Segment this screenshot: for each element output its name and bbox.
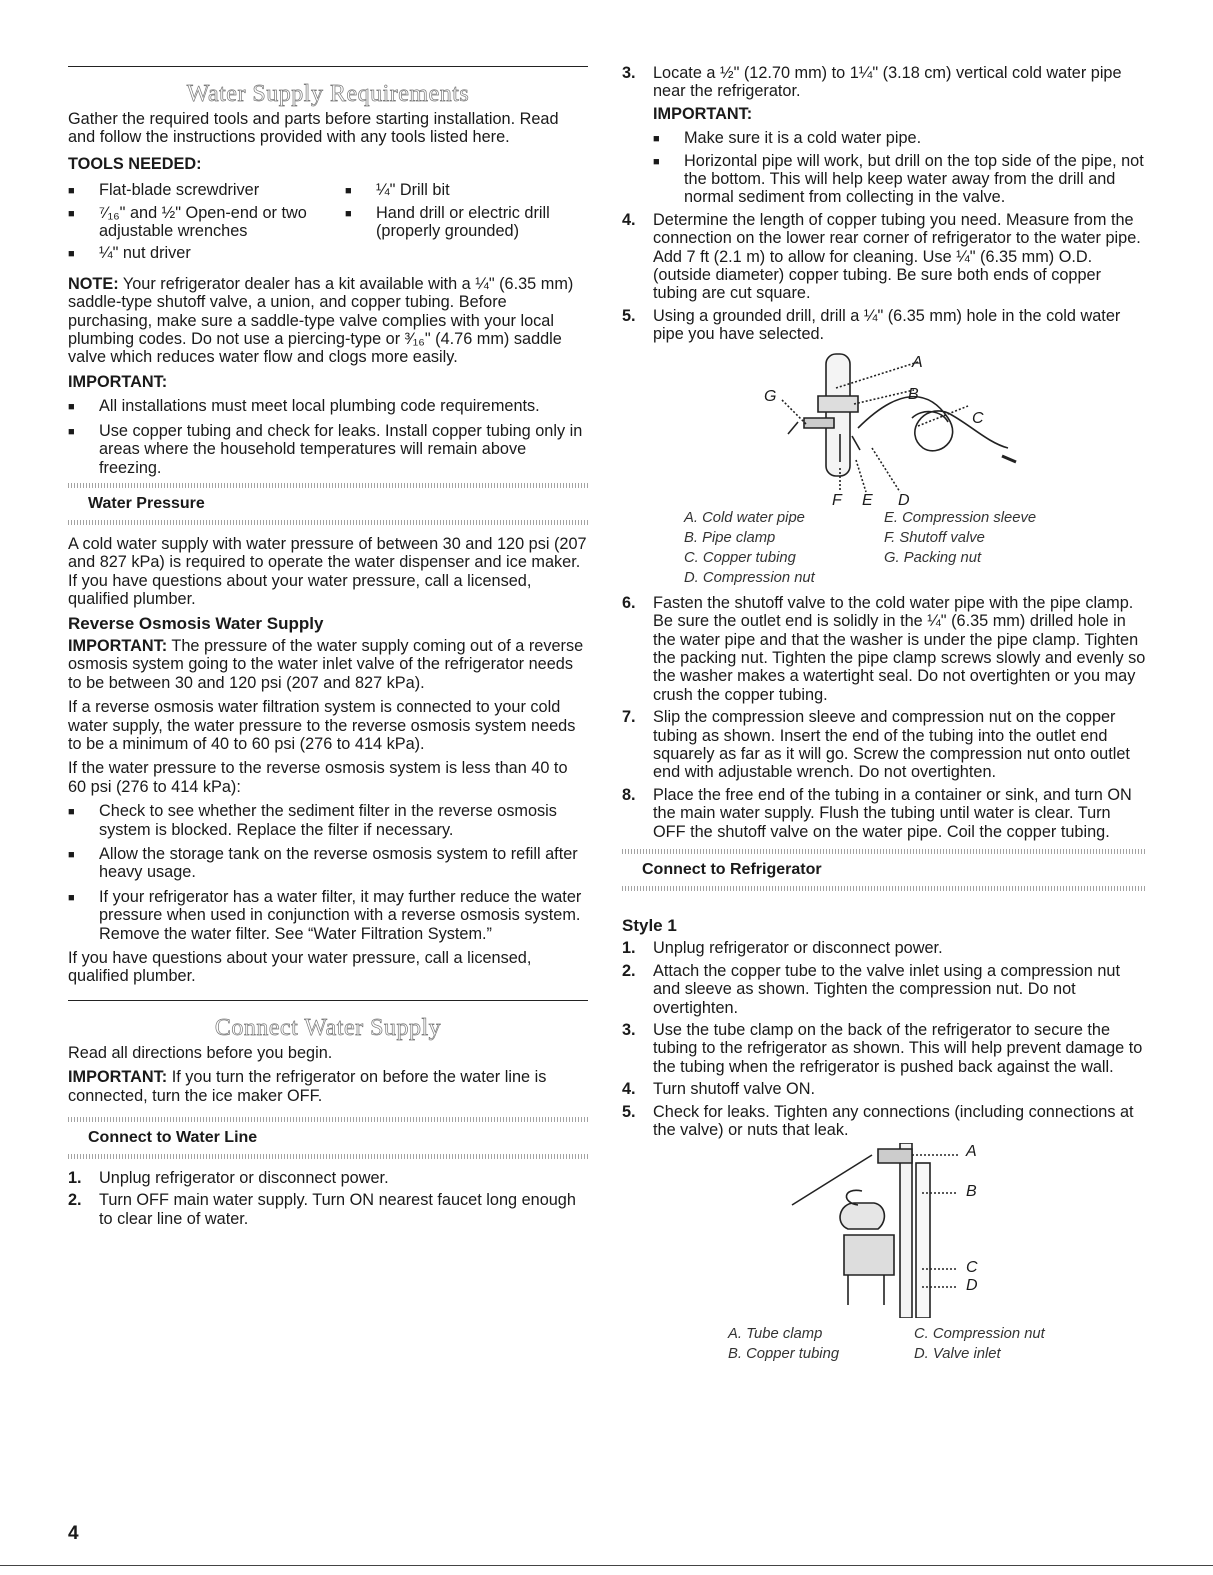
step-item: 2. Attach the copper tube to the valve inlet using a compression nut and sleeve as shown. Tighten the compression nut. Do not overtighten.: [622, 961, 1121, 1017]
ro-paragraph: If the water pressure to the reverse osmosis system is less than 40 to 60 psi (276 to 414 kPa):: [68, 759, 568, 796]
inlet-figure: [622, 1143, 1146, 1318]
step-item: 5. Using a grounded drill, drill a ¼" (6.35 mm) hole in the cold water pipe you have selected.: [622, 306, 1121, 344]
left-column: [68, 0, 588, 1232]
important-list: [653, 129, 1146, 207]
style-steps: [622, 939, 1146, 1139]
figure-letter: C: [972, 409, 984, 427]
figure-letter: D: [898, 491, 910, 509]
note-text: Your refrigerator dealer has a kit available with a ¼" (6.35 mm) saddle-type shutoff valve, a union, and copper tubing. Before purchasing, make sure a saddle-type valve complies with your local plumbing codes. Do not use a piercing-type or ³⁄₁₆" (4.76 mm) saddle valve which reduces water flow and clogs more easily.: [68, 274, 574, 367]
ro-paragraph: If you have questions about your water pressure, call a licensed, qualified plumber.: [68, 949, 532, 986]
footer-rule: [0, 1565, 1213, 1566]
step-item: 8. Place the free end of the tubing in a container or sink, and turn ON the main water supply. Flush the tubing until water is clear. Turn OFF the shutoff valve on the water pipe. Coil the copper tubing.: [622, 785, 1132, 841]
dotted-rule: [68, 1154, 588, 1159]
figure-letter: D: [966, 1277, 978, 1295]
note-paragraph: [68, 275, 588, 367]
ro-heading: Reverse Osmosis Water Supply: [68, 613, 324, 633]
figure-letter: E: [862, 491, 873, 509]
caption-item: B. Pipe clamp: [684, 529, 776, 546]
tool-item: ■ ⁷⁄₁₆" and ½" Open-end or two adjustable wrenches: [68, 204, 345, 241]
ro-paragraph: If a reverse osmosis water filtration system is connected to your cold water supply, the water pressure to the reverse osmosis system needs to be a minimum of 40 to 60 psi (276 to 414 kPa).: [68, 698, 576, 753]
section-title-connect: Connect Water Supply: [214, 1014, 442, 1041]
inlet-caption: [728, 1324, 1146, 1364]
step-item: 3. Use the tube clamp on the back of the refrigerator to secure the tubing to the refrigerator as shown. This will help prevent damage to the tubing when the refrigerator is pushed back against the wall.: [622, 1021, 1143, 1076]
right-column: [622, 0, 1146, 1364]
line-steps: [68, 1169, 588, 1228]
connect-important-label: IMPORTANT:: [68, 1068, 168, 1087]
step-item: 4. Determine the length of copper tubing you need. Measure from the connection on the lower rear corner of refrigerator to the water pipe. Add 7 ft (2.1 m) to allow for cleaning. Use ¼" (6.35 mm) O.D. (outside diameter) copper tubing. Be sure both ends of copper tubing are cut square.: [622, 210, 1141, 303]
tool-item: ■ Flat-blade screwdriver: [68, 181, 345, 199]
step-item: 5. Check for leaks. Tighten any connections (including connections at the valve) or nuts that leak.: [622, 1102, 1134, 1140]
dotted-rule: [68, 520, 588, 525]
section-title-water-supply: Water Supply Requirements: [186, 81, 470, 107]
caption-item: D. Compression nut: [684, 569, 815, 586]
step-item: 1. Unplug refrigerator or disconnect power.: [622, 939, 943, 958]
important-item: ■ Make sure it is a cold water pipe.: [653, 129, 1146, 147]
figure-letter: F: [832, 491, 842, 509]
caption-item: [884, 568, 1084, 588]
note-label: NOTE:: [68, 274, 119, 293]
important-header: IMPORTANT:: [653, 104, 753, 123]
figure-letter: A: [912, 353, 923, 371]
ro-item: ■ If your refrigerator has a water filter, it may further reduce the water pressure when used in conjunction with a reverse osmosis system. Remove the water filter. See “Water Filtration System.”: [68, 888, 588, 943]
step-item: 2. Turn OFF main water supply. Turn ON nearest faucet long enough to clear line of water.: [68, 1191, 576, 1228]
caption-item: C. Copper tubing: [684, 549, 796, 566]
tool-item: ■ Hand drill or electric drill (properly grounded): [345, 204, 590, 241]
ro-item: ■ Allow the storage tank on the reverse osmosis system to refill after heavy usage.: [68, 845, 588, 882]
valve-caption: [684, 508, 1146, 588]
caption-item: G. Packing nut: [884, 549, 982, 566]
steps-6-8: [622, 594, 1146, 841]
figure-letter: G: [764, 387, 777, 405]
inlet-illustration: [622, 1143, 1146, 1318]
ro-important-paragraph: [68, 637, 588, 692]
figure-letter: B: [908, 385, 919, 403]
connect-paragraph: Read all directions before you begin.: [68, 1043, 333, 1062]
caption-item: B. Copper tubing: [728, 1346, 840, 1363]
connect-line-heading: Connect to Water Line: [88, 1129, 258, 1147]
connect-line-bar: [68, 1117, 588, 1159]
important-header: IMPORTANT:: [68, 372, 168, 391]
water-pressure-heading: Water Pressure: [88, 494, 205, 512]
important-list: [68, 397, 588, 477]
section-rule: [68, 66, 588, 67]
important-item: ■ All installations must meet local plumbing code requirements.: [68, 397, 588, 415]
caption-item: C. Compression nut: [914, 1326, 1045, 1343]
caption-item: A. Cold water pipe: [684, 509, 805, 526]
page-number: 4: [68, 1523, 79, 1544]
caption-item: A. Tube clamp: [728, 1326, 823, 1343]
caption-item: F. Shutoff valve: [884, 529, 985, 546]
figure-letter: A: [966, 1143, 977, 1161]
steps-3-5: [622, 64, 1146, 344]
connect-important-text: If you turn the refrigerator on before the water line is connected, turn the ice maker OFF.: [68, 1068, 547, 1105]
connect-fridge-bar: [622, 849, 1146, 891]
valve-figure: [622, 348, 1146, 508]
ro-important-label: IMPORTANT:: [68, 636, 168, 655]
dotted-rule: [68, 483, 588, 488]
step-item: 6. Fasten the shutoff valve to the cold water pipe with the pipe clamp. Be sure the outlet end is solidly in the ¼" (6.35 mm) drilled hole in the water pipe and that the washer is under the pipe clamp. Tighten the packing nut. Tighten the pipe clamp screws slowly and evenly so the washer makes a watertight seal. Do not overtighten or you may crush the copper tubing.: [622, 593, 1146, 704]
tools-header: TOOLS NEEDED:: [68, 154, 202, 173]
tool-item: ■ ¼" Drill bit: [345, 181, 590, 199]
step-item: 4. Turn shutoff valve ON.: [622, 1080, 815, 1099]
connect-fridge-heading: Connect to Refrigerator: [642, 860, 822, 878]
step-item: 1. Unplug refrigerator or disconnect power.: [68, 1169, 389, 1188]
step-item: 7. Slip the compression sleeve and compression nut on the copper tubing as shown. Insert the end of the tubing into the outlet end squarely as far as it will go. Screw the compression nut onto outlet end with adjustable wrench. Do not overtighten.: [622, 708, 1130, 782]
connect-important-paragraph: [68, 1068, 588, 1105]
dotted-rule: [68, 1117, 588, 1122]
water-pressure-bar: [68, 483, 588, 525]
caption-item: E. Compression sleeve: [884, 509, 1037, 526]
ro-important-text: The pressure of the water supply coming out of a reverse osmosis system going to the water inlet valve of the refrigerator needs to be between 30 and 120 psi (207 and 827 kPa).: [68, 636, 584, 692]
ro-list: [68, 802, 588, 943]
dotted-rule: [622, 849, 1146, 854]
water-pressure-paragraph: A cold water supply with water pressure of between 30 and 120 psi (207 and 827 kPa) is required to operate the water dispenser and ice maker. If you have questions about your water pressure, call a licensed, qualified plumber.: [68, 534, 587, 609]
intro-paragraph: Gather the required tools and parts before starting installation. Read and follow the instructions provided with any tools listed here.: [68, 110, 559, 147]
important-item: ■ Horizontal pipe will work, but drill on the top side of the pipe, not the bottom. This will help keep water away from the drill and normal sediment from collecting in the valve.: [653, 152, 1146, 207]
style-heading: Style 1: [622, 915, 677, 935]
caption-item: D. Valve inlet: [914, 1346, 1001, 1363]
dotted-rule: [622, 886, 1146, 891]
tools-list: [68, 181, 588, 263]
step-item: 3. Locate a ½" (12.70 mm) to 1¼" (3.18 cm) vertical cold water pipe near the refrigerator. IMPORTANT: ■ Make sure it is a cold water pipe. ■ Horizontal pipe will work, but drill on the top side of the pipe, not the bottom. This will help keep water away from the drill and normal sediment from collecting in the valve.: [622, 64, 1146, 207]
tool-item: ■ ¼" nut driver: [68, 244, 345, 262]
section-rule: [68, 1000, 588, 1001]
valve-illustration: [622, 348, 1146, 508]
important-item: ■ Use copper tubing and check for leaks. Install copper tubing only in areas where the household temperatures will remain above freezing.: [68, 422, 588, 477]
figure-letter: B: [966, 1183, 977, 1201]
figure-letter: C: [966, 1259, 978, 1277]
ro-item: ■ Check to see whether the sediment filter in the reverse osmosis system is blocked. Replace the filter if necessary.: [68, 802, 588, 839]
